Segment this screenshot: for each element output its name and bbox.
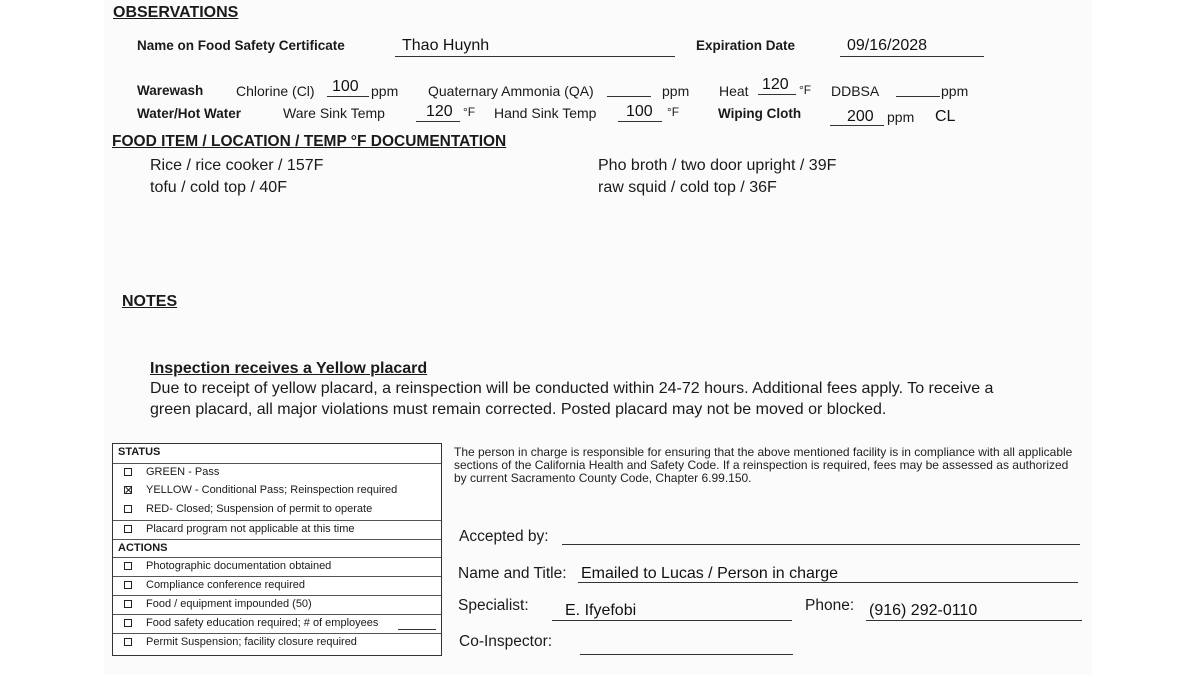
status-label-yellow: YELLOW - Conditional Pass; Reinspection required: [146, 483, 398, 496]
phone-value: (916) 292-0110: [869, 602, 978, 619]
chlorine-value: 100: [332, 78, 359, 95]
name-title-line: [578, 582, 1078, 583]
notes-title: Inspection receives a Yellow placard: [150, 360, 428, 377]
wiping-value: 200: [847, 108, 874, 125]
name-title-label: Name and Title:: [458, 565, 567, 582]
food-items-heading: FOOD ITEM / LOCATION / TEMP °F DOCUMENTATION: [112, 133, 507, 150]
wiping-line: [830, 125, 884, 126]
checkbox-green[interactable]: [124, 468, 132, 476]
status-label-red: RED- Closed; Suspension of permit to operate: [146, 502, 373, 515]
employee-count-line[interactable]: [398, 629, 436, 630]
status-item-green[interactable]: [113, 463, 441, 482]
phone-label: Phone:: [805, 597, 855, 614]
chlorine-line: [327, 96, 369, 97]
action-item-conference[interactable]: [113, 576, 441, 595]
food-item-left-2: tofu / cold top / 40F: [150, 179, 287, 196]
qa-line: [607, 96, 651, 97]
food-item-right-2: raw squid / cold top / 36F: [598, 179, 777, 196]
notes-line-2: green placard, all major violations must remain corrected. Posted placard may not be moved or blocked.: [150, 401, 887, 418]
status-item-red[interactable]: [113, 501, 441, 520]
ddbsa-unit: ppm: [941, 83, 969, 99]
checkbox-impounded[interactable]: [124, 600, 132, 608]
status-item-yellow[interactable]: [113, 482, 441, 501]
status-actions-table: [112, 443, 442, 656]
checkbox-red[interactable]: [124, 505, 132, 513]
specialist-value: E. Ifyefobi: [565, 602, 637, 619]
checkbox-suspension[interactable]: [124, 638, 132, 646]
action-label-photo: Photographic documentation obtained: [146, 560, 332, 573]
qa-label: Quaternary Ammonia (QA): [428, 83, 594, 99]
chlorine-label: Chlorine (Cl): [236, 83, 315, 99]
name-title-value: Emailed to Lucas / Person in charge: [581, 565, 839, 582]
notes-line-1: Due to receipt of yellow placard, a reinspection will be conducted within 24-72 hours. Additional fees apply. To receive a: [150, 380, 994, 397]
expiration-label: Expiration Date: [696, 38, 796, 53]
coinspector-label: Co-Inspector:: [459, 633, 553, 650]
ware-sink-value: 120: [426, 103, 453, 120]
qa-unit: ppm: [662, 83, 690, 99]
observations-heading: OBSERVATIONS: [113, 4, 239, 21]
checkbox-photo[interactable]: [124, 562, 132, 570]
checkbox-education[interactable]: [124, 619, 132, 627]
heat-value: 120: [762, 76, 789, 93]
specialist-label: Specialist:: [458, 597, 529, 614]
hand-sink-label: Hand Sink Temp: [494, 105, 597, 121]
hand-sink-line: [618, 121, 662, 122]
action-label-education: Food safety education required; # of employees: [146, 617, 379, 630]
action-item-photo[interactable]: [113, 557, 441, 576]
checkbox-not-applicable[interactable]: [124, 525, 132, 533]
hand-sink-unit: °F: [667, 105, 680, 119]
actions-heading: ACTIONS: [113, 539, 441, 558]
heat-unit: °F: [799, 83, 812, 97]
cert-name-value: Thao Huynh: [402, 37, 490, 54]
action-label-suspension: Permit Suspension; facility closure required: [146, 636, 357, 648]
action-item-impounded[interactable]: [113, 595, 441, 614]
cert-name-line: [395, 56, 675, 57]
checkbox-conference[interactable]: [124, 581, 132, 589]
checkbox-yellow-checked[interactable]: [124, 486, 132, 494]
accepted-by-label: Accepted by:: [459, 528, 549, 545]
wiping-ppm: ppm: [887, 109, 915, 125]
status-label-green: GREEN - Pass: [146, 465, 220, 478]
ware-sink-unit: °F: [463, 105, 476, 119]
wiping-label: Wiping Cloth: [718, 106, 802, 121]
status-heading: STATUS: [118, 446, 161, 458]
heat-label: Heat: [719, 83, 749, 99]
ware-sink-label: Ware Sink Temp: [283, 105, 385, 121]
accepted-by-line[interactable]: [562, 544, 1080, 545]
hand-sink-value: 100: [626, 103, 653, 120]
cert-name-label: Name on Food Safety Certificate: [137, 38, 345, 53]
expiration-line: [840, 56, 984, 57]
ware-sink-line: [416, 121, 460, 122]
expiration-value: 09/16/2028: [847, 37, 928, 54]
wiping-unit: CL: [935, 108, 956, 125]
action-label-conference: Compliance conference required: [146, 579, 305, 592]
warewash-label: Warewash: [137, 83, 204, 98]
coinspector-line[interactable]: [580, 654, 793, 655]
food-item-right-1: Pho broth / two door upright / 39F: [598, 157, 837, 174]
status-label-not-applicable: Placard program not applicable at this time: [146, 522, 355, 535]
heat-line: [758, 94, 796, 95]
action-label-impounded: Food / equipment impounded (50): [146, 598, 312, 611]
phone-line: [866, 620, 1082, 621]
ddbsa-line: [896, 96, 940, 97]
ddbsa-label: DDBSA: [831, 83, 880, 99]
specialist-line: [552, 620, 792, 621]
water-label: Water/Hot Water: [137, 106, 242, 121]
legal-statement: The person in charge is responsible for ensuring that the above mentioned facility is in compliance with all applicable sections of the California Health and Safety Code. If a reinspection is required, fees may be assessed as authorized by current Sacramento County Code, Chapter 6.99.150.: [454, 445, 1073, 485]
action-item-education[interactable]: [113, 614, 441, 633]
notes-heading: NOTES: [122, 293, 178, 310]
food-item-left-1: Rice / rice cooker / 157F: [150, 157, 324, 174]
chlorine-unit: ppm: [371, 83, 399, 99]
status-item-not-applicable[interactable]: [113, 520, 441, 539]
action-item-suspension[interactable]: [113, 633, 441, 652]
